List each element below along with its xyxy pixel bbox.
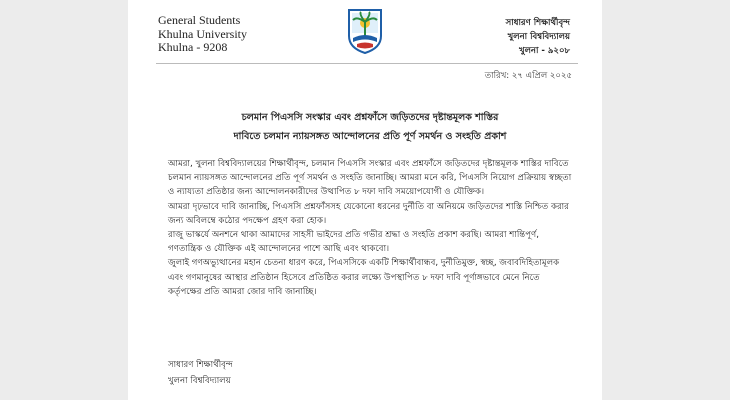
document-page <box>128 0 602 400</box>
document-date: তারিখ: ২৭ এপ্রিল ২০২৫ <box>484 71 572 81</box>
body-paragraph-1: আমরা, খুলনা বিশ্ববিদ্যালয়ের শিক্ষার্থীবৃন্দ, চলমান পিএসসি সংস্কার এবং প্রশ্নফাঁসে জড়িতদের দৃষ্টান্তমূলক শাস্তির দাবিতে চলমান ন্যায়সঙ্গত আন্দোলনের প্রতি পূর্ণ সমর্থন ও সংহতি জানাচ্ছি। আমরা মনে করি, পিএসসি নিয়োগ প্রক্রিয়ায় স্বচ্ছতা ও ন্যায্যতা প্রতিষ্ঠার জন্য আন্দোলনকারীদের উত্থাপিত ৮ দফা দাবি সময়োপযোগী ও যৌক্তিক। <box>168 159 572 198</box>
header-left-line1: General Students <box>158 13 241 27</box>
university-logo <box>347 8 383 54</box>
header-right-address <box>506 16 570 58</box>
header-divider <box>156 63 578 64</box>
header-left-line3: Khulna - 9208 <box>158 40 228 54</box>
title-line2: দাবিতে চলমান ন্যায়সঙ্গত আন্দোলনের প্রতি পূর্ণ সমর্থন ও সংহতি প্রকাশ <box>233 131 507 142</box>
signature-line1: সাধারণ শিক্ষার্থীবৃন্দ <box>168 360 233 370</box>
signature-block <box>168 357 233 389</box>
body-paragraph-3: রাজু ভাস্কর্যে অনশনে থাকা আমাদের সাহসী ভাইদের প্রতি গভীর শ্রদ্ধা ও সংহতি প্রকাশ করছি। আমরা শান্তিপূর্ণ, গণতান্ত্রিক ও যৌক্তিক এই আন্দোলনের পাশে আছি এবং থাকবো। <box>168 230 539 255</box>
signature-line2: খুলনা বিশ্ববিদ্যালয় <box>168 376 231 386</box>
header-right-line1: সাধারণ শিক্ষার্থীবৃন্দ <box>505 18 570 28</box>
header-right-line3: খুলনা - ৯২০৮ <box>519 46 570 56</box>
header-right-line2: খুলনা বিশ্ববিদ্যালয় <box>507 32 570 42</box>
title-line1: চলমান পিএসসি সংস্কার এবং প্রশ্নফাঁসে জড়িতদের দৃষ্টান্তমূলক শাস্তির <box>241 112 499 123</box>
document-body <box>168 157 574 299</box>
body-paragraph-2: আমরা দৃঢ়ভাবে দাবি জানাচ্ছি, পিএসসি প্রশ্নফাঁসসহ যেকোনো ধরনের দুর্নীতি বা অনিয়মে জড়িতদের শাস্তি নিশ্চিত করার জন্য অবিলম্বে কঠোর পদক্ষেপ গ্রহণ করা হোক। <box>168 201 569 226</box>
body-paragraph-4: জুলাই গণঅভ্যুত্থানের মহান চেতনা ধারণ করে, পিএসসিকে একটি শিক্ষার্থীবান্ধব, দুর্নীতিমুক্ত, স্বচ্ছ, জবাবদিহিতামূলক এবং গণমানুষের আস্থার প্রতিষ্ঠান হিসেবে প্রতিষ্ঠিত করার লক্ষ্যে উপস্থাপিত ৮ দফা দাবি পূর্ণাঙ্গভাবে মেনে নিতে কর্তৃপক্ষের প্রতি আমরা জোর দাবি জানাচ্ছি। <box>168 258 560 297</box>
header-left-line2: Khulna University <box>158 26 247 41</box>
header-left-address <box>158 14 247 55</box>
document-title <box>168 108 572 146</box>
